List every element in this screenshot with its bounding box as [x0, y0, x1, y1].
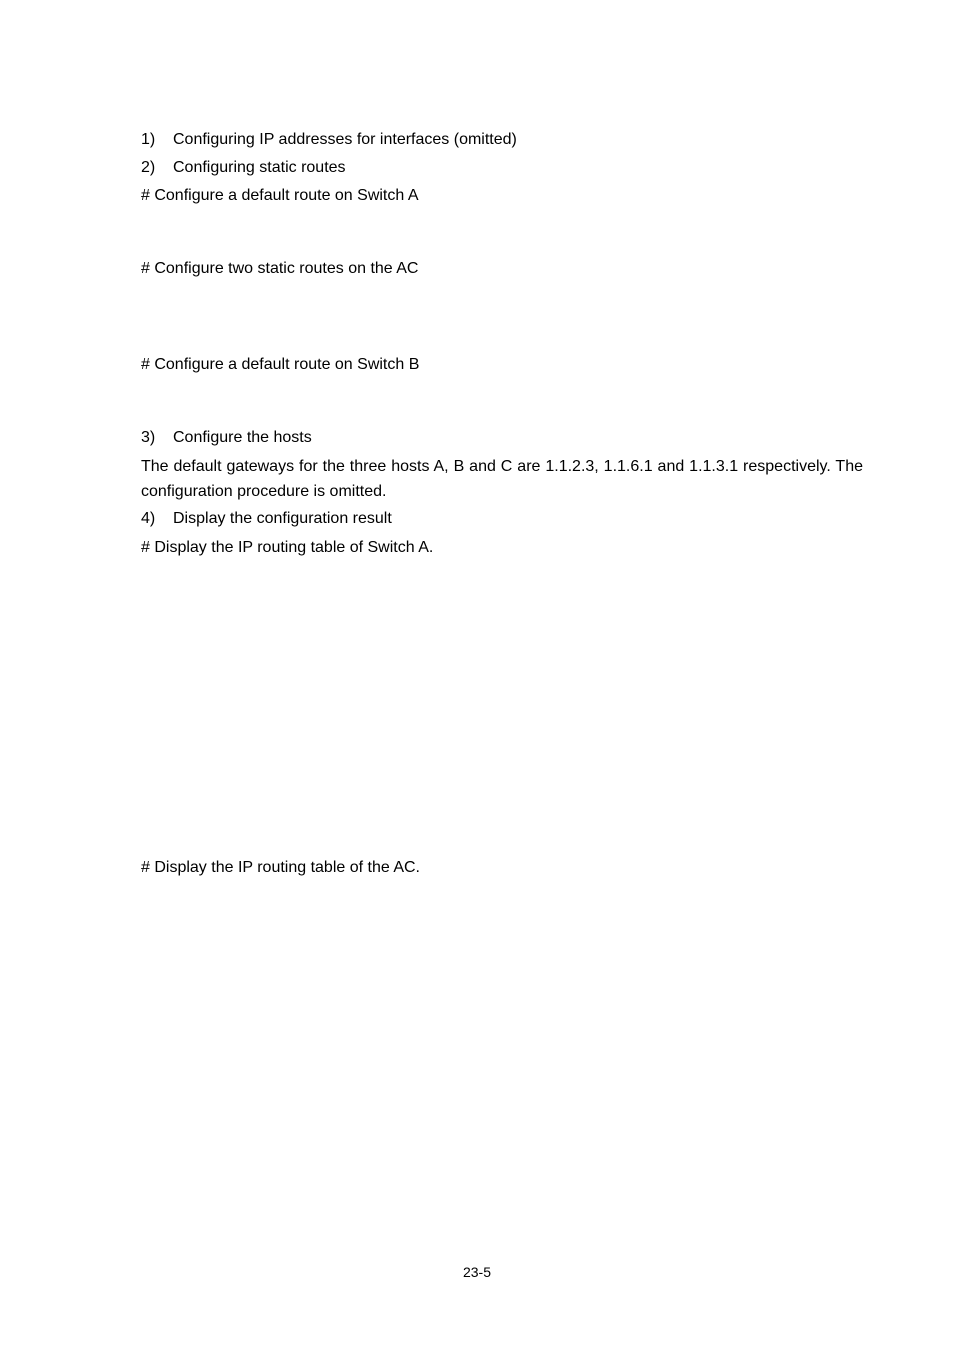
- hosts-gateway-paragraph: The default gateways for the three hosts A, B and C are 1.1.2.3, 1.1.6.1 and 1.1.3.1 respectively. The configuration procedure is omitted.: [141, 458, 863, 500]
- note-display-table-switch-a: # Display the IP routing table of Switch A.: [141, 539, 434, 556]
- step-text: Display the configuration result: [173, 510, 392, 527]
- note-display-table-ac: # Display the IP routing table of the AC.: [141, 859, 420, 876]
- step-2: [141, 158, 346, 178]
- note-default-route-switch-b: # Configure a default route on Switch B: [141, 356, 420, 373]
- note-default-route-switch-a: # Configure a default route on Switch A: [141, 187, 419, 204]
- step-number: 3): [141, 429, 156, 446]
- step-number: 2): [141, 159, 156, 176]
- step-text: Configuring static routes: [173, 159, 346, 176]
- step-text: Configuring IP addresses for interfaces (omitted): [173, 131, 517, 148]
- step-text: Configure the hosts: [173, 429, 312, 446]
- step-1: [141, 130, 517, 150]
- step-4: [141, 509, 392, 529]
- page-number: 23-5: [462, 1264, 492, 1280]
- note-static-routes-ac: # Configure two static routes on the AC: [141, 260, 419, 277]
- step-number: 1): [141, 131, 156, 148]
- step-number: 4): [141, 510, 156, 527]
- step-3: [141, 428, 312, 448]
